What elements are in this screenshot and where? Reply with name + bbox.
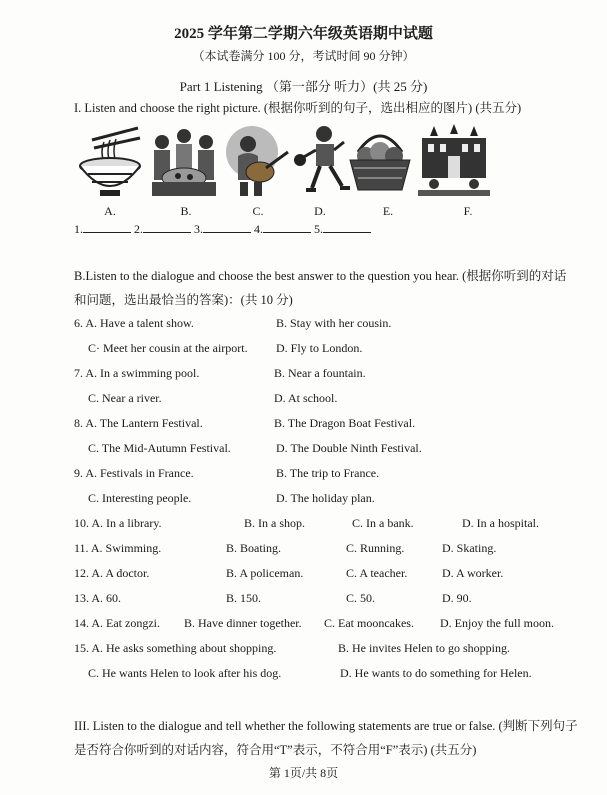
q15-option-c: C. He wants Helen to look after his dog. — [88, 666, 282, 680]
q8-option-a: 8. A. The Lantern Festival. — [74, 416, 203, 430]
q6-option-d: D. Fly to London. — [276, 341, 363, 355]
picture-label-b: B. — [180, 204, 192, 218]
q14-option-a: 14. A. Eat zongzi. — [74, 616, 160, 630]
q12-option-c: C. A teacher. — [346, 566, 408, 580]
q14-option-d: D. Enjoy the full moon. — [440, 616, 554, 630]
q10-option-d: D. In a hospital. — [462, 516, 539, 530]
q10-option-a: 10. A. In a library. — [74, 516, 162, 530]
picture-label-d: D. — [314, 204, 326, 218]
q12-option-b: B. A policeman. — [226, 566, 304, 580]
q15-option-b: B. He invites Helen to go shopping. — [338, 641, 510, 655]
picture-label-e: E. — [382, 204, 394, 218]
q13-option-a: 13. A. 60. — [74, 591, 122, 605]
picture-label-a: A. — [104, 204, 116, 218]
picture-label-f: F. — [463, 204, 473, 218]
blank-label: 2. — [134, 222, 143, 236]
answer-blank-2[interactable] — [143, 222, 191, 233]
q9-option-d: D. The holiday plan. — [276, 491, 375, 505]
q15-option-a: 15. A. He asks something about shopping. — [74, 641, 277, 655]
q8-option-b: B. The Dragon Boat Festival. — [274, 416, 416, 430]
fruit-basket-icon — [344, 122, 416, 200]
q7-option-b: B. Near a fountain. — [274, 366, 366, 380]
answer-blank-3[interactable] — [203, 222, 251, 233]
q8-option-d: D. The Double Ninth Festival. — [276, 441, 422, 455]
q13-option-b: B. 150. — [226, 591, 262, 605]
blank-label: 5. — [314, 222, 323, 236]
section-3-instruction-cont: 是否符合你听到的对话内容，符合用“T”表示，不符合用“F”表示) (共五分) — [74, 743, 477, 757]
q12-option-d: D. A worker. — [442, 566, 504, 580]
blank-label: 4. — [254, 222, 263, 236]
q14-option-b: B. Have dinner together. — [184, 616, 302, 630]
picture-label-c: C. — [252, 204, 264, 218]
q6-option-a: 6. A. Have a talent show. — [74, 316, 194, 330]
q9-option-a: 9. A. Festivals in France. — [74, 466, 194, 480]
exam-info: （本试卷满分 100 分，考试时间 90 分钟） — [192, 49, 415, 63]
q11-option-a: 11. A. Swimming. — [74, 541, 162, 555]
q13-option-c: C. 50. — [346, 591, 376, 605]
q15-option-d: D. He wants to do something for Helen. — [340, 666, 532, 680]
q8-option-c: C. The Mid-Autumn Festival. — [88, 441, 231, 455]
q7-option-a: 7. A. In a swimming pool. — [74, 366, 200, 380]
section-1-instruction: I. Listen and choose the right picture. (根据你听到的句子，选出相应的图片) (共五分) — [74, 101, 522, 115]
buildings-icon — [418, 122, 490, 200]
q7-option-c: C. Near a river. — [88, 391, 162, 405]
answer-blank-4[interactable] — [263, 222, 311, 233]
q10-option-b: B. In a shop. — [244, 516, 305, 530]
answer-blank-5[interactable] — [323, 222, 371, 233]
section-2-instruction: B.Listen to the dialogue and choose the best answer to the question you hear. (根据你听到的对话 — [74, 269, 567, 283]
page-number: 第 1页/共 8页 — [268, 766, 339, 780]
q12-option-a: 12. A. A doctor. — [74, 566, 150, 580]
q9-option-b: B. The trip to France. — [276, 466, 380, 480]
q14-option-c: C. Eat mooncakes. — [324, 616, 414, 630]
q11-option-d: D. Skating. — [442, 541, 497, 555]
blank-label: 1. — [74, 222, 83, 236]
q7-option-d: D. At school. — [274, 391, 338, 405]
q10-option-c: C. In a bank. — [352, 516, 414, 530]
q11-option-b: B. Boating. — [226, 541, 282, 555]
section-3-instruction: III. Listen to the dialogue and tell whether the following statements are true or false. (判断下列句子 — [74, 719, 578, 733]
family-dinner-icon — [148, 122, 220, 200]
answer-blanks — [74, 222, 371, 237]
answer-blank-1[interactable] — [83, 222, 131, 233]
noodles-icon — [74, 122, 146, 200]
q9-option-c: C. Interesting people. — [88, 491, 192, 505]
q11-option-c: C. Running. — [346, 541, 405, 555]
blank-label: 3. — [194, 222, 203, 236]
q6-option-c: C· Meet her cousin at the airport. — [88, 341, 248, 355]
guitar-player-icon — [222, 122, 294, 200]
section-2-instruction-cont: 和问题，选出最恰当的答案)：(共 10 分) — [74, 293, 293, 307]
q13-option-d: D. 90. — [442, 591, 472, 605]
part-heading: Part 1 Listening （第一部分 听力）(共 25 分) — [179, 79, 428, 94]
q6-option-b: B. Stay with her cousin. — [276, 316, 392, 330]
page-title: 2025 学年第二学期六年级英语期中试题 — [174, 26, 433, 42]
